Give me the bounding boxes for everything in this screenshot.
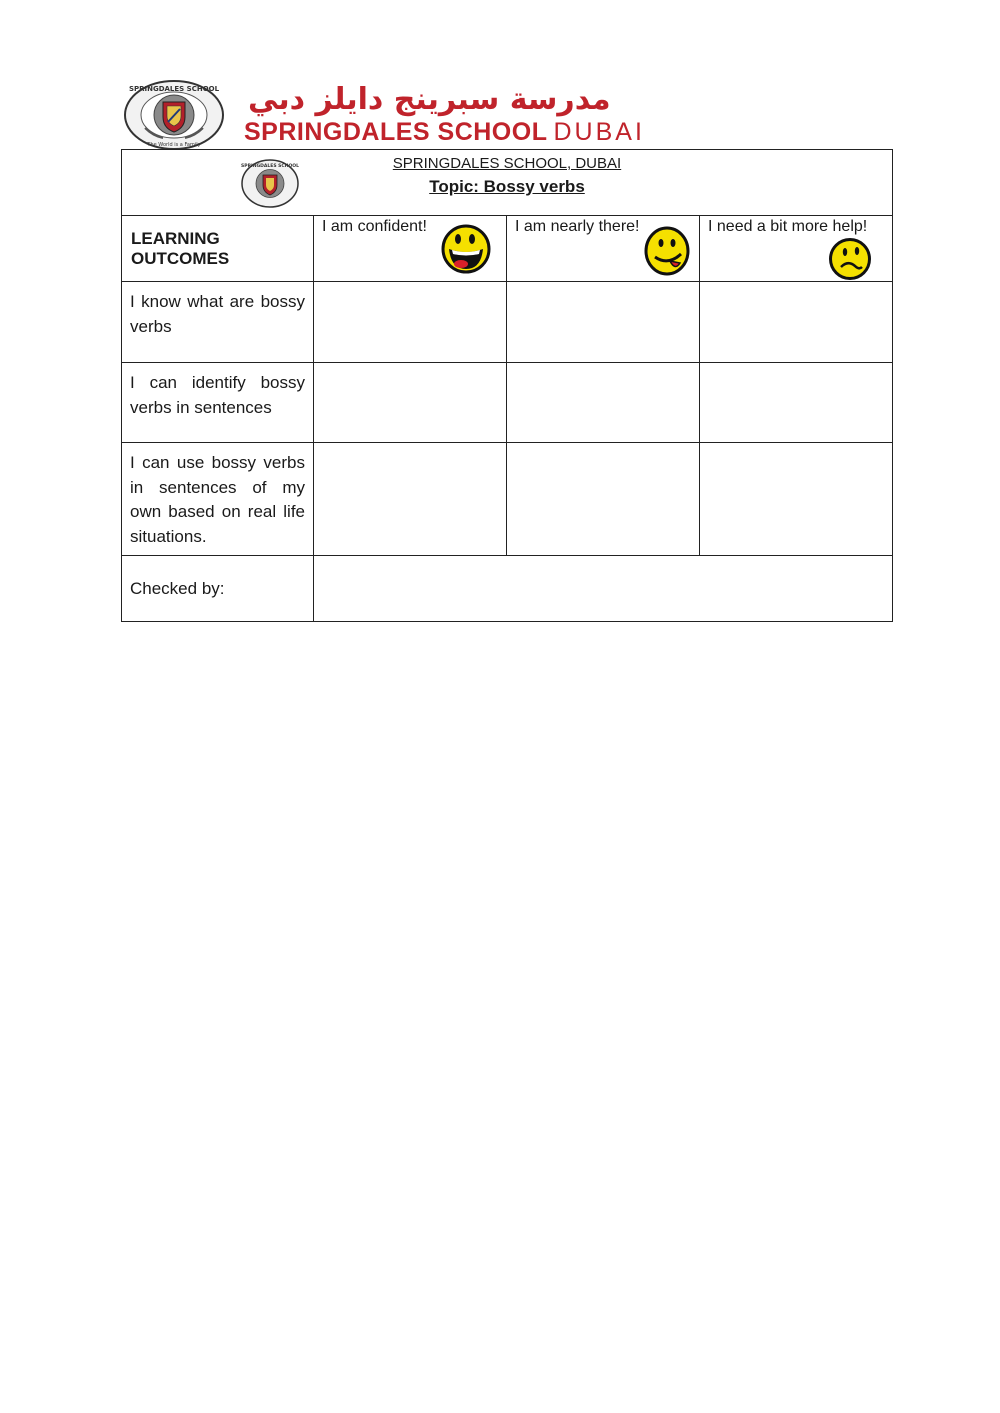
table-title-cell bbox=[122, 150, 893, 216]
table-row bbox=[122, 282, 893, 363]
rating-label-confident: I am confident! bbox=[322, 218, 427, 235]
rating-checkbox-cell[interactable] bbox=[507, 443, 700, 556]
rating-checkbox-cell[interactable] bbox=[700, 363, 893, 443]
table-row bbox=[122, 363, 893, 443]
checked-by-signature-field[interactable] bbox=[314, 556, 893, 622]
rating-checkbox-cell[interactable] bbox=[507, 282, 700, 363]
self-assessment-table bbox=[121, 149, 893, 622]
letterhead bbox=[120, 78, 720, 150]
rating-header-need-help bbox=[700, 216, 893, 282]
outcome-cell: I know what are bossy verbs bbox=[122, 282, 314, 363]
svg-text:SPRINGDALES SCHOOL: SPRINGDALES SCHOOL bbox=[241, 164, 299, 169]
rating-checkbox-cell[interactable] bbox=[314, 363, 507, 443]
column-header-row bbox=[122, 216, 893, 282]
tongue-smiley-icon bbox=[644, 226, 690, 276]
rating-checkbox-cell[interactable] bbox=[314, 282, 507, 363]
rating-checkbox-cell[interactable] bbox=[700, 443, 893, 556]
table-header-row bbox=[122, 150, 893, 216]
rating-checkbox-cell[interactable] bbox=[700, 282, 893, 363]
rating-checkbox-cell[interactable] bbox=[507, 363, 700, 443]
rating-header-nearly-there bbox=[507, 216, 700, 282]
checked-by-label: Checked by: bbox=[122, 556, 314, 622]
learning-outcomes-heading: LEARNING OUTCOMES bbox=[122, 216, 314, 282]
school-name-arabic: مدرسة سبرينج دايلز دبي bbox=[248, 82, 611, 117]
school-name-bold: SPRINGDALES SCHOOL bbox=[244, 118, 548, 146]
unsure-smiley-icon bbox=[828, 236, 872, 282]
outcome-cell: I can use bossy verbs in sentences of my own based on real life situations. bbox=[122, 443, 314, 556]
rating-label-need-help: I need a bit more help! bbox=[708, 218, 868, 235]
school-name-english bbox=[244, 118, 645, 146]
rating-label-nearly-there: I am nearly there! bbox=[515, 218, 640, 235]
school-title: SPRINGDALES SCHOOL, DUBAI bbox=[392, 155, 622, 172]
laughing-smiley-icon bbox=[441, 223, 491, 275]
checked-by-row bbox=[122, 556, 893, 622]
outcome-cell: I can identify bossy verbs in sentences bbox=[122, 363, 314, 443]
svg-text:The World is a Family: The World is a Family bbox=[147, 142, 201, 148]
svg-text:SPRINGDALES SCHOOL: SPRINGDALES SCHOOL bbox=[128, 85, 220, 93]
school-crest-logo bbox=[123, 80, 225, 150]
rating-header-confident bbox=[314, 216, 507, 282]
topic-title: Topic: Bossy verbs bbox=[429, 177, 585, 196]
school-name-city: DUBAI bbox=[553, 118, 645, 146]
rating-checkbox-cell[interactable] bbox=[314, 443, 507, 556]
table-row bbox=[122, 443, 893, 556]
